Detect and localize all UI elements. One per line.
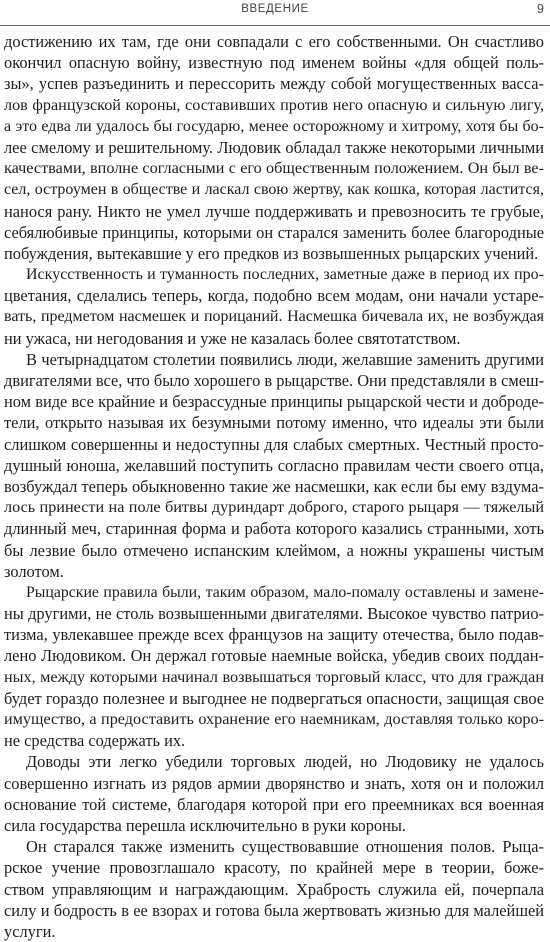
text-line: сила государства перешла исключительно в руки короны. (4, 815, 406, 835)
paragraph (4, 349, 544, 582)
text-line: Он старался также изменить существовавшие отношения полов. Рыца- (26, 837, 544, 857)
text-line: побуждения, вытекавшие у его предков из возвышенных рыцарских учений. (4, 243, 539, 263)
text-line: будет гораздо полезнее и выгоднее не подвергаться опасности, защищая свое (4, 688, 544, 708)
text-line: услуги. (4, 921, 56, 941)
text-line: лено Людовиком. Он держал готовые наемные войска, убедив своих поддан- (4, 646, 544, 666)
text-line: лось принести на поле битвы дуриндарт доброго, старого рыцаря — тяжелый (4, 498, 544, 517)
text-line: а это едва ли удалось бы государю, менее осторожному и хитрому, хотя бы бо- (4, 117, 544, 135)
text-line: себялюбивые принципы, которыми он старался заменить более благородные (4, 222, 544, 242)
text-line: тизма, увлекавшее прежде всех французов на защиту отечества, было подав- (4, 625, 544, 645)
text-line: лее смелому и решительному. Людовик обладал также некоторыми личными (4, 137, 544, 157)
paragraph (4, 751, 544, 836)
text-line: окончил опасную войну, известную под именем войны «для общей поль- (4, 53, 544, 73)
text-line: слишком совершенны и недоступны для слабых смертных. Честный просто- (4, 434, 544, 454)
text-line: силу и бодрость в ее взорах и готова была жертвовать жизнью для малейшей (4, 900, 544, 920)
text-line: золотом. (4, 561, 64, 581)
text-line: основание той системе, благодаря которой при его преемниках вся военная (4, 794, 544, 814)
text-line: лов французской короны, составивших против него опасную и сильную лигу, (4, 95, 544, 114)
text-line: Искусственность и туманность последних, заметные даже в период их про- (26, 266, 544, 284)
text-line: длинный меч, старинная форма и работа которого казались странными, хоть (4, 519, 544, 539)
text-line: душный юноша, желавший поступить согласно правилам чести своего отца, (4, 455, 544, 475)
text-line: ны другими, не столь возвышенными двигателями. Высокое чувство патрио- (4, 604, 544, 624)
text-line: Доводы эти легко убедили торговых людей, но Людовику не удалось (26, 752, 544, 772)
paragraph (4, 582, 544, 752)
paragraph (4, 264, 544, 349)
text-line: ством управляющим и награждающим. Храбрость служила ей, почерпала (4, 879, 544, 899)
text-line: цветания, сделались теперь, когда, подобно всем модам, они начали устаре- (4, 286, 544, 306)
text-line: ни ужаса, ни негодования и уже не казалась более святотатством. (4, 328, 461, 348)
paragraph (4, 31, 544, 264)
page-number: 9 (537, 2, 544, 16)
text-line: Рыцарские правила были, таким образом, мало-помалу оставлены и замене- (26, 583, 544, 601)
text-line: не средства содержать их. (4, 731, 186, 751)
text-line: качествами, вполне согласными с его общественным положением. Он был ве- (4, 159, 544, 178)
text-line: бы лезвие было отмечено испанским клеймом, а ножны украшены чистым (4, 540, 544, 560)
text-line: зы», успев разъединить и перессорить между собой могущественных васса- (4, 74, 544, 94)
text-line: двигателями все, что было хорошего в рыцарстве. Они представляли в смеш- (4, 371, 544, 390)
text-line: сел, остроумен в обществе и ласкал свою жертву, как кошка, которая ластится, (4, 181, 544, 199)
text-line: достижению их там, где они совпадали с его собственными. Он счастливо (4, 32, 544, 51)
paragraph (4, 836, 544, 942)
text-line: нанося рану. Никто не умел лучше поддерживать и превозносить те грубые, (4, 201, 544, 221)
chapter-title: ВВЕДЕНИЕ (241, 3, 309, 15)
body-text (4, 31, 544, 942)
text-line: ном виде все крайние и безрассудные принципы рыцарской чести и доброде- (4, 392, 544, 412)
text-line: В четырнадцатом столетии появились люди, желавшие заменить другими (26, 349, 544, 369)
running-header (0, 0, 550, 26)
text-line: совершенно изгнать из рядов армии дворянство и знать, хотя он и положил (4, 773, 544, 793)
text-line: ных, между которыми начинал возвышаться торговый класс, что для граждан (4, 667, 544, 686)
text-line: вать, предметом насмешек и порицаний. Насмешка бичевала их, не возбуждая (4, 308, 544, 326)
text-line: возбуждал теперь обыкновенно такие же насмешки, как если бы ему вздума- (4, 476, 544, 496)
text-line: рское учение провозглашало красоту, по крайней мере в теории, боже- (4, 858, 544, 878)
text-line: имущество, а предоставить охранение его наемникам, доставляя только коро- (4, 710, 544, 728)
text-line: тели, открыто называя их безумными потому именно, что идеалы эти были (4, 413, 544, 433)
